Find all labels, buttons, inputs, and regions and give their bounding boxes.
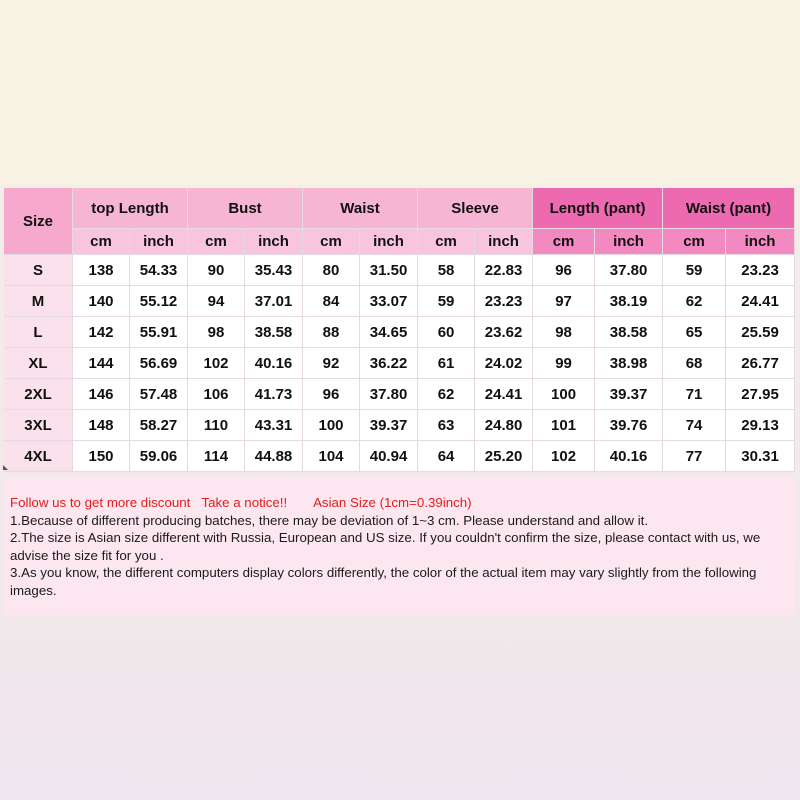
table-cell: 110 [188, 410, 245, 441]
size-label: L [4, 317, 73, 348]
table-row [4, 255, 795, 286]
notes-headline [10, 494, 791, 512]
table-cell: 96 [303, 379, 360, 410]
table-cell: 146 [73, 379, 130, 410]
table-cell: 80 [303, 255, 360, 286]
table-cell: 38.19 [595, 286, 663, 317]
table-cell: 41.73 [245, 379, 303, 410]
table-cell: 39.37 [595, 379, 663, 410]
table-cell: 24.02 [475, 348, 533, 379]
table-cell: 40.94 [360, 441, 418, 472]
notice-text: Take a notice!! [201, 495, 288, 510]
table-cell: 37.80 [360, 379, 418, 410]
table-cell: 62 [418, 379, 475, 410]
table-cell: 54.33 [130, 255, 188, 286]
corner-marker [3, 465, 8, 470]
unit-cm: cm [73, 229, 130, 255]
unit-cm: cm [663, 229, 726, 255]
table-cell: 74 [663, 410, 726, 441]
table-row [4, 317, 795, 348]
table-cell: 23.23 [726, 255, 795, 286]
table-cell: 65 [663, 317, 726, 348]
table-cell: 102 [533, 441, 595, 472]
unit-inch: inch [475, 229, 533, 255]
table-cell: 84 [303, 286, 360, 317]
unit-cm: cm [303, 229, 360, 255]
unit-inch: inch [360, 229, 418, 255]
table-cell: 58 [418, 255, 475, 286]
table-cell: 30.31 [726, 441, 795, 472]
header-row-units [4, 229, 795, 255]
table-row [4, 286, 795, 317]
table-cell: 27.95 [726, 379, 795, 410]
table-cell: 94 [188, 286, 245, 317]
table-cell: 23.62 [475, 317, 533, 348]
unit-inch: inch [595, 229, 663, 255]
table-cell: 98 [533, 317, 595, 348]
header-size: Size [4, 188, 73, 255]
size-label: XL [4, 348, 73, 379]
table-cell: 43.31 [245, 410, 303, 441]
size-table [4, 188, 795, 472]
header-bust: Bust [188, 188, 303, 229]
header-row-groups [4, 188, 795, 229]
table-cell: 37.80 [595, 255, 663, 286]
table-cell: 101 [533, 410, 595, 441]
table-cell: 23.23 [475, 286, 533, 317]
table-cell: 100 [303, 410, 360, 441]
table-cell: 150 [73, 441, 130, 472]
table-cell: 97 [533, 286, 595, 317]
size-chart [4, 188, 795, 615]
table-cell: 63 [418, 410, 475, 441]
unit-cm: cm [418, 229, 475, 255]
size-label: S [4, 255, 73, 286]
table-cell: 33.07 [360, 286, 418, 317]
table-cell: 138 [73, 255, 130, 286]
table-cell: 26.77 [726, 348, 795, 379]
table-cell: 62 [663, 286, 726, 317]
table-row [4, 441, 795, 472]
table-cell: 38.58 [595, 317, 663, 348]
table-cell: 36.22 [360, 348, 418, 379]
table-cell: 61 [418, 348, 475, 379]
table-cell: 100 [533, 379, 595, 410]
table-cell: 35.43 [245, 255, 303, 286]
asian-size-text: Asian Size (1cm=0.39inch) [313, 495, 472, 510]
size-notes [4, 478, 795, 615]
table-cell: 38.58 [245, 317, 303, 348]
table-cell: 25.20 [475, 441, 533, 472]
table-cell: 140 [73, 286, 130, 317]
table-cell: 144 [73, 348, 130, 379]
table-cell: 106 [188, 379, 245, 410]
table-cell: 29.13 [726, 410, 795, 441]
unit-inch: inch [245, 229, 303, 255]
header-sleeve: Sleeve [418, 188, 533, 229]
table-cell: 59 [418, 286, 475, 317]
promo-text: Follow us to get more discount [10, 495, 191, 510]
table-cell: 40.16 [595, 441, 663, 472]
table-cell: 44.88 [245, 441, 303, 472]
table-cell: 98 [188, 317, 245, 348]
table-cell: 88 [303, 317, 360, 348]
table-cell: 71 [663, 379, 726, 410]
table-cell: 34.65 [360, 317, 418, 348]
table-cell: 58.27 [130, 410, 188, 441]
table-cell: 39.76 [595, 410, 663, 441]
table-cell: 59.06 [130, 441, 188, 472]
table-cell: 96 [533, 255, 595, 286]
table-cell: 24.80 [475, 410, 533, 441]
unit-inch: inch [726, 229, 795, 255]
size-label: 2XL [4, 379, 73, 410]
header-length-pant: Length (pant) [533, 188, 663, 229]
table-cell: 24.41 [475, 379, 533, 410]
table-cell: 39.37 [360, 410, 418, 441]
table-cell: 90 [188, 255, 245, 286]
table-cell: 25.59 [726, 317, 795, 348]
table-cell: 114 [188, 441, 245, 472]
table-cell: 55.91 [130, 317, 188, 348]
table-cell: 55.12 [130, 286, 188, 317]
header-waist-pant: Waist (pant) [663, 188, 795, 229]
table-cell: 102 [188, 348, 245, 379]
table-cell: 142 [73, 317, 130, 348]
table-cell: 77 [663, 441, 726, 472]
table-cell: 64 [418, 441, 475, 472]
table-cell: 37.01 [245, 286, 303, 317]
table-cell: 38.98 [595, 348, 663, 379]
unit-cm: cm [533, 229, 595, 255]
table-cell: 24.41 [726, 286, 795, 317]
table-row [4, 348, 795, 379]
unit-cm: cm [188, 229, 245, 255]
table-cell: 31.50 [360, 255, 418, 286]
note-line: 1.Because of different producing batches, there may be deviation of 1~3 cm. Please understand and allow it. [10, 512, 649, 528]
table-cell: 56.69 [130, 348, 188, 379]
header-waist: Waist [303, 188, 418, 229]
note-line: 3.As you know, the different computers display colors differently, the color of the actual item may vary slightly from the following images. [10, 565, 757, 598]
note-line: 2.The size is Asian size different with Russia, European and US size. If you couldn't confirm the size, please contact with us, we advise the size fit for you . [10, 530, 761, 563]
table-row [4, 410, 795, 441]
table-cell: 40.16 [245, 348, 303, 379]
table-cell: 68 [663, 348, 726, 379]
size-label: M [4, 286, 73, 317]
table-cell: 57.48 [130, 379, 188, 410]
table-cell: 59 [663, 255, 726, 286]
table-cell: 92 [303, 348, 360, 379]
table-row [4, 379, 795, 410]
table-cell: 60 [418, 317, 475, 348]
table-cell: 22.83 [475, 255, 533, 286]
unit-inch: inch [130, 229, 188, 255]
size-label: 4XL [4, 441, 73, 472]
table-cell: 99 [533, 348, 595, 379]
table-cell: 148 [73, 410, 130, 441]
table-cell: 104 [303, 441, 360, 472]
header-top-length: top Length [73, 188, 188, 229]
size-label: 3XL [4, 410, 73, 441]
